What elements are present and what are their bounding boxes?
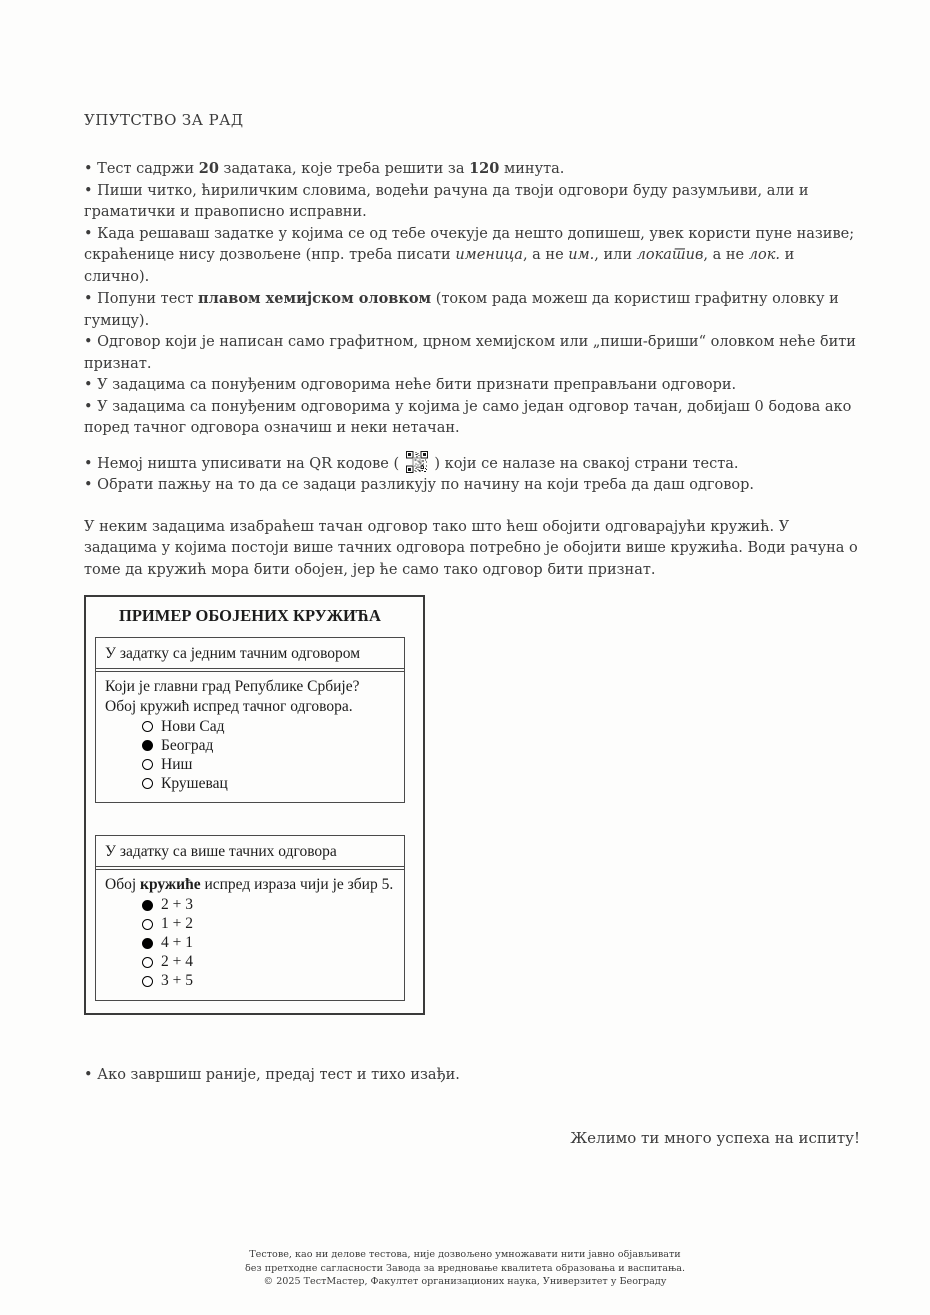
answer-option: [142, 972, 395, 991]
page-title: УПУТСТВО ЗА РАД: [84, 111, 244, 129]
text-segment: • Тест садржи: [84, 161, 199, 177]
radio-filled-icon: [142, 740, 153, 751]
instruction-item: [84, 375, 856, 397]
multiple-answer-body: [96, 869, 404, 1000]
radio-filled-icon: [142, 938, 153, 949]
text-segment: им.: [568, 247, 595, 263]
instruction-item-attention: • Обрати пажњу на то да се задаци разликују по начину на који треба да даш одговор.: [84, 477, 755, 493]
text-segment: Обој: [105, 876, 141, 893]
answer-option-label: 3 + 5: [161, 972, 193, 990]
text-segment: • У задацима са понуђеним одговорима у којима је само један одговор тачан, добијаш 0 бодова ако поред тачног одговора означиш и неки нетачан.: [84, 398, 852, 436]
single-answer-options: [142, 717, 395, 793]
qr-bullet-text-before: • Немој ништа уписивати на QR кодове (: [84, 455, 404, 472]
single-answer-section: [95, 637, 405, 803]
multiple-answer-options: [142, 896, 395, 991]
multiple-answer-header: У задатку са више тачних одговора: [96, 836, 404, 867]
radio-empty-icon: [142, 957, 153, 968]
single-answer-body: [96, 671, 404, 802]
single-answer-header: У задатку са једним тачним одговором: [96, 638, 404, 669]
qr-code-icon: [406, 451, 428, 473]
answer-option: [142, 717, 395, 736]
answer-option-label: 2 + 3: [161, 896, 193, 914]
answer-option-label: 1 + 2: [161, 915, 193, 933]
instructions-list: [84, 158, 856, 440]
text-segment: , а не: [703, 247, 749, 263]
instruction-item: [84, 332, 856, 375]
example-box: [84, 595, 425, 1015]
instruction-item: [84, 288, 856, 332]
answer-option: [142, 953, 395, 972]
single-answer-instruction: Обој кружић испред тачног одговора.: [105, 697, 353, 715]
qr-bullet-text-after: ) који се налазе на свакој страни теста.: [429, 455, 739, 472]
text-segment: • У задацима са понуђеним одговорима неће бити признати преправљани одговори.: [84, 377, 737, 393]
text-segment: плавом хемијском оловком: [198, 290, 432, 307]
answer-option: [142, 736, 395, 755]
instruction-item: [84, 397, 856, 440]
closing-note: • Ако завршиш раније, предај тест и тихо изађи.: [84, 1066, 460, 1083]
text-segment: испред израза чији је збир 5.: [200, 876, 394, 893]
text-segment: и слично).: [84, 247, 795, 285]
footer-line: Тестове, као ни делове тестова, није дозвољено умножавати нити јавно објављивати: [249, 1249, 681, 1260]
text-segment: • Када решаваш задатке у којима се од тебе очекује да нешто допишеш, увек користи пуне називе; скраћенице нису дозвољене (нпр. треба писати: [84, 225, 855, 263]
success-wish: Желимо ти много успеха на испиту!: [570, 1129, 860, 1147]
answer-option-label: Нови Сад: [161, 717, 225, 735]
text-segment: задатака, које треба решити за: [218, 161, 470, 177]
text-segment: лок.: [748, 247, 780, 263]
answer-option-label: Београд: [161, 736, 214, 754]
text-segment: , а не: [522, 247, 569, 263]
intro-paragraph: У неким задацима изабраћеш тачан одговор тако што ћеш обојити одговарајући кружић. У задацима у којима постоји више тачних одговора потребно је обојити више кружића. Води рачуна о томе да кружић мора бити обојен, јер ће само тако одговор бити признат.: [84, 518, 858, 578]
answer-option-label: 4 + 1: [161, 934, 193, 952]
text-segment: (током рада можеш да користиш графитну оловку и гумицу).: [84, 291, 839, 329]
instruction-item-qr: [84, 451, 856, 476]
text-segment: • Попуни тест: [84, 291, 199, 307]
text-segment: • Пиши читко, ћириличким словима, водећи рачуна да твоји одговори буду разумљиви, али и граматички и правописно исправни.: [84, 182, 809, 220]
text-segment: именица: [455, 247, 523, 263]
radio-empty-icon: [142, 919, 153, 930]
text-segment: • Одговор који је написан само графитном, црном хемијском или „пиши-бриши“ оловком неће бити признат.: [84, 334, 856, 372]
radio-filled-icon: [142, 900, 153, 911]
radio-empty-icon: [142, 976, 153, 987]
example-box-title: ПРИМЕР ОБОЈЕНИХ КРУЖИЋА: [119, 606, 381, 625]
radio-empty-icon: [142, 721, 153, 732]
multiple-answer-instruction: [105, 875, 395, 895]
text-segment: , или: [594, 247, 637, 263]
text-segment: 120: [469, 160, 500, 177]
text-segment: локатив: [636, 247, 704, 263]
answer-option-label: 2 + 4: [161, 953, 193, 971]
instruction-item: [84, 181, 856, 224]
footer-line: © 2025 ТестМастер, Факултет организационих наука, Универзитет у Београду: [263, 1276, 667, 1287]
text-segment: 20: [198, 160, 219, 177]
answer-option: [142, 915, 395, 934]
answer-option-label: Ниш: [161, 755, 193, 773]
single-answer-question: Који је главни град Републике Србије?: [105, 678, 360, 695]
instruction-item: [84, 224, 856, 289]
multiple-answer-section: [95, 835, 405, 1001]
radio-empty-icon: [142, 759, 153, 770]
text-segment: минута.: [499, 161, 565, 177]
page-footer: [0, 1248, 930, 1289]
answer-option-label: Крушевац: [161, 774, 228, 792]
text-segment: кружиће: [140, 876, 201, 893]
instruction-item: [84, 158, 856, 181]
radio-empty-icon: [142, 778, 153, 789]
footer-line: без претходне сагласности Завода за вредновање квалитета образовања и васпитања.: [244, 1262, 686, 1274]
answer-option: [142, 896, 395, 915]
answer-option: [142, 774, 395, 793]
answer-option: [142, 934, 395, 953]
answer-option: [142, 755, 395, 774]
